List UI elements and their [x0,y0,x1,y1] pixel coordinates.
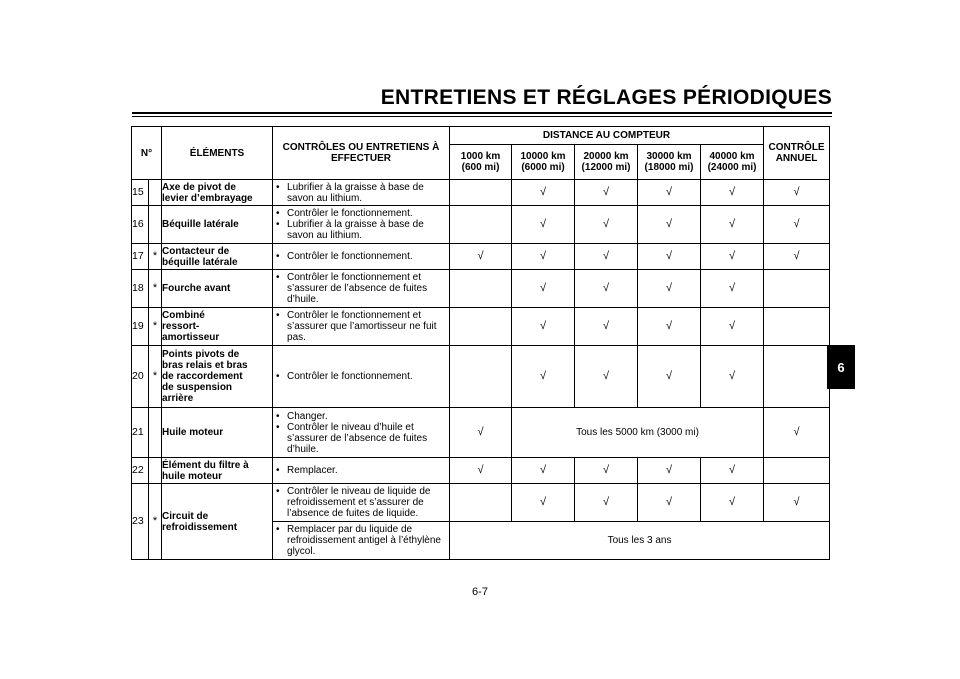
row-item [162,408,273,458]
table-row [132,346,830,408]
row-item [162,308,273,346]
item-line: bras relais et bras [162,360,248,371]
item-line: refroidissement [162,521,238,533]
check-cell: √ [701,180,764,206]
check-cell: √ [575,206,638,244]
row-controls [273,244,450,270]
row-controls [273,484,450,522]
interval-text: Tous les 5000 km (3000 mi) [512,408,764,458]
item-line: ressort- [162,321,200,332]
check-cell: √ [701,484,764,522]
check-cell: √ [575,458,638,484]
page-title: ENTRETIENS ET RÉGLAGES PÉRIODIQUES [380,86,832,109]
table-row [132,408,830,458]
check-cell: √ [638,180,701,206]
odo-mi: (600 mi) [461,162,500,173]
table-row [132,270,830,308]
row-item [162,206,273,244]
row-number: 21 [132,408,149,458]
control-item: • Contrôler le fonctionnement et s’assurer que l’amortisseur ne fuit pas. [273,310,449,343]
item-line: Circuit de [162,510,209,522]
check-cell: √ [575,484,638,522]
header-odo-3 [575,145,638,180]
check-cell: √ [575,270,638,308]
header-annual [764,127,830,180]
row-number: 19 [132,308,149,346]
table-row [132,308,830,346]
item-line: Combiné [162,310,205,321]
control-item: • Remplacer. [273,465,449,476]
odo-km: 30000 km [646,151,692,162]
row-controls [273,206,450,244]
item-line: levier d’embrayage [162,192,253,204]
header-odo-5 [701,145,764,180]
check-cell: √ [701,346,764,408]
odo-km: 40000 km [709,151,755,162]
header-odo-4 [638,145,701,180]
control-item: • Changer. [273,411,449,422]
check-cell [450,308,512,346]
check-cell: √ [638,484,701,522]
row-item [162,180,273,206]
header-controls: CONTRÔLES OU ENTRETIENS À EFFECTUER [273,127,450,180]
check-cell [450,346,512,408]
row-item [162,458,273,484]
check-cell [450,270,512,308]
item-line: Contacteur de [162,245,230,257]
row-star [149,408,162,458]
row-controls [273,346,450,408]
check-cell: √ [512,244,575,270]
header-odo-1 [450,145,512,180]
title-rule [132,112,832,114]
check-cell: √ [638,308,701,346]
header-item: ÉLÉMENTS [162,127,273,180]
header-odo-2 [512,145,575,180]
page-number: 6-7 [472,586,488,598]
control-item: • Contrôler le niveau d’huile et s’assurer de l’absence de fuites d’huile. [273,422,449,455]
item-line: béquille latérale [162,256,238,268]
row-controls [273,308,450,346]
control-item: • Lubrifier à la graisse à base de savon au lithium. [273,219,449,241]
header-odometer: DISTANCE AU COMPTEUR [450,127,764,145]
row-item [162,244,273,270]
row-number: 16 [132,206,149,244]
row-controls [273,180,450,206]
odo-mi: (6000 mi) [521,162,565,173]
row-star: * [149,484,162,560]
check-cell: √ [638,206,701,244]
table-row [132,484,830,522]
control-item: • Contrôler le niveau de liquide de refroidissement et s’assurer de l’absence de fuites de liquide. [273,486,449,519]
item-line: de raccordement [162,371,243,382]
row-number: 22 [132,458,149,484]
check-cell: √ [701,244,764,270]
header-annual-line1: CONTRÔLE [768,142,825,153]
check-cell: √ [512,180,575,206]
check-cell: √ [575,180,638,206]
row-item [162,346,273,408]
row-number: 15 [132,180,149,206]
control-item: • Lubrifier à la graisse à base de savon au lithium. [273,182,449,204]
table-row [132,180,830,206]
header-num: N° [132,127,162,180]
odo-km: 10000 km [520,151,566,162]
item-line: amortisseur [162,332,220,343]
check-cell [764,308,830,346]
check-cell: √ [512,270,575,308]
table-row [132,206,830,244]
item-line: Axe de pivot de [162,181,236,193]
row-controls [273,458,450,484]
check-cell: √ [764,206,830,244]
odo-mi: (18000 mi) [644,162,694,173]
odo-mi: (12000 mi) [581,162,631,173]
check-cell: √ [450,244,512,270]
check-cell [450,206,512,244]
row-controls [273,522,450,560]
check-cell: √ [638,346,701,408]
check-cell [764,346,830,408]
check-cell: √ [701,206,764,244]
item-line: Huile moteur [162,427,224,438]
check-cell: √ [575,346,638,408]
item-line: Points pivots de [162,349,240,360]
table-row [132,458,830,484]
control-item: • Contrôler le fonctionnement et s’assurer de l’absence de fuites d’huile. [273,272,449,305]
check-cell [764,270,830,308]
item-line: Béquille latérale [162,219,239,230]
check-cell: √ [764,484,830,522]
control-item: • Contrôler le fonctionnement. [273,371,449,382]
row-star [149,180,162,206]
row-number: 20 [132,346,149,408]
check-cell: √ [638,244,701,270]
check-cell: √ [638,458,701,484]
check-cell: √ [575,244,638,270]
row-number: 23 [132,484,149,560]
check-cell: √ [512,346,575,408]
odo-km: 20000 km [583,151,629,162]
check-cell: √ [701,308,764,346]
check-cell: √ [512,206,575,244]
check-cell: √ [575,308,638,346]
check-cell: √ [450,408,512,458]
row-star: * [149,346,162,408]
row-number: 17 [132,244,149,270]
odo-mi: (24000 mi) [707,162,757,173]
row-star: * [149,244,162,270]
item-line: Fourche avant [162,283,231,294]
title-rule-thin [132,116,832,117]
check-cell: √ [450,458,512,484]
control-item: • Contrôler le fonctionnement. [273,208,449,219]
row-star: * [149,270,162,308]
control-item: • Contrôler le fonctionnement. [273,251,449,262]
check-cell: √ [512,308,575,346]
check-cell: √ [512,484,575,522]
row-number: 18 [132,270,149,308]
check-cell: √ [512,458,575,484]
row-item [162,270,273,308]
row-controls [273,408,450,458]
check-cell: √ [764,180,830,206]
item-line: de suspension [162,382,233,393]
check-cell [450,180,512,206]
check-cell: √ [764,244,830,270]
row-item [162,484,273,560]
item-line: Élément du filtre à [162,459,249,471]
row-star [149,458,162,484]
row-star: * [149,308,162,346]
control-item: • Remplacer par du liquide de refroidissement antigel à l’éthylène glycol. [273,524,449,557]
check-cell [764,458,830,484]
header-annual-line2: ANNUEL [775,153,818,164]
check-cell: √ [701,458,764,484]
table-row [132,244,830,270]
check-cell: √ [638,270,701,308]
row-star [149,206,162,244]
item-line: arrière [162,393,194,404]
odo-km: 1000 km [460,151,501,162]
item-line: huile moteur [162,470,223,482]
row-controls [273,270,450,308]
check-cell: √ [764,408,830,458]
maintenance-table [131,126,830,560]
section-tab: 6 [827,345,855,389]
check-cell: √ [701,270,764,308]
interval-text: Tous les 3 ans [450,522,830,560]
check-cell [450,484,512,522]
